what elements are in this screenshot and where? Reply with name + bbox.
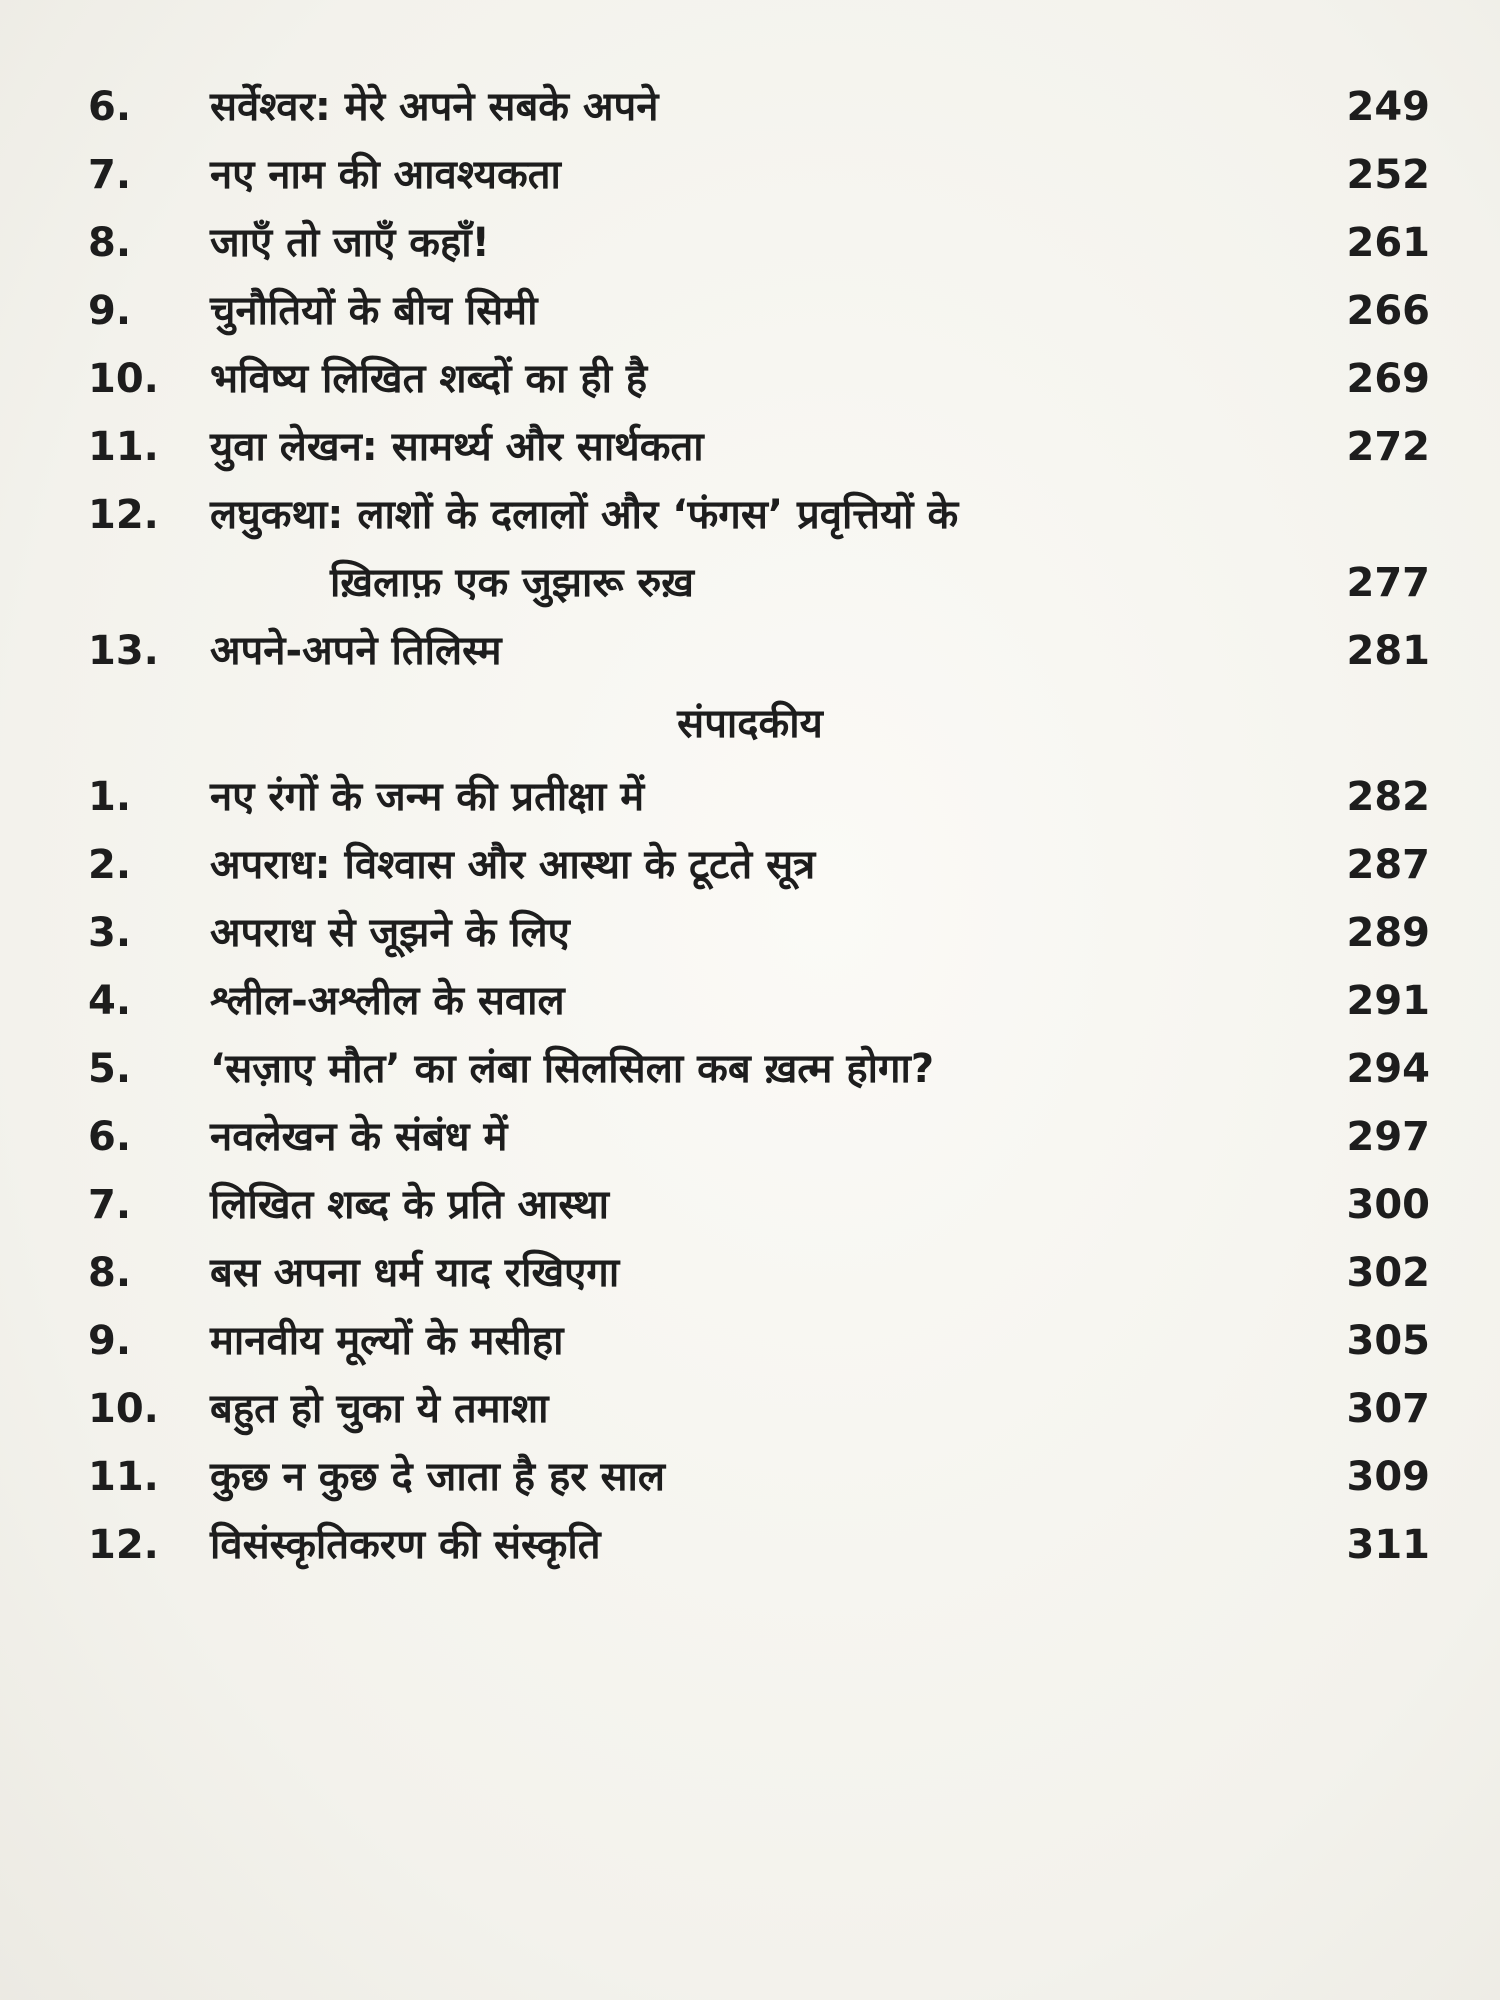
toc-entry xyxy=(0,483,1500,547)
toc-entry xyxy=(0,1241,1500,1305)
entry-number: 12. xyxy=(88,1522,159,1568)
entry-page: 311 xyxy=(1346,1522,1430,1568)
entry-number: 9. xyxy=(88,1318,132,1364)
toc-entry xyxy=(0,1445,1500,1509)
entry-page: 289 xyxy=(1346,910,1430,956)
entry-number: 10. xyxy=(88,356,159,402)
entry-page: 261 xyxy=(1346,220,1430,266)
entry-title: जाएँ तो जाएँ कहाँ! xyxy=(210,220,490,266)
entry-title: सर्वेश्वर: मेरे अपने सबके अपने xyxy=(210,84,659,130)
toc-entry xyxy=(0,1037,1500,1101)
entry-title: नवलेखन के संबंध में xyxy=(210,1114,508,1160)
toc-entry xyxy=(0,415,1500,479)
entry-page: 282 xyxy=(1346,774,1430,820)
entry-page: 302 xyxy=(1346,1250,1430,1296)
entry-page: 281 xyxy=(1346,628,1430,674)
entry-number: 8. xyxy=(88,1250,132,1296)
entry-title-continuation: ख़िलाफ़ एक जुझारू रुख़ xyxy=(330,560,695,606)
entry-title: युवा लेखन: सामर्थ्य और सार्थकता xyxy=(210,424,704,470)
entry-number: 11. xyxy=(88,1454,159,1500)
entry-number: 6. xyxy=(88,1114,132,1160)
entry-title: अपराध से जूझने के लिए xyxy=(210,910,570,956)
entry-title: कुछ न कुछ दे जाता है हर साल xyxy=(210,1454,666,1500)
toc-entry xyxy=(0,1377,1500,1441)
toc-entry xyxy=(0,279,1500,343)
entry-title: नए नाम की आवश्यकता xyxy=(210,152,561,198)
entry-title: चुनौतियों के बीच सिमी xyxy=(210,288,538,334)
entry-title: विसंस्कृतिकरण की संस्कृति xyxy=(210,1522,601,1568)
entry-page: 252 xyxy=(1346,152,1430,198)
entry-title: अपने-अपने तिलिस्म xyxy=(210,628,502,674)
entry-title: नए रंगों के जन्म की प्रतीक्षा में xyxy=(210,774,645,820)
entry-number: 5. xyxy=(88,1046,132,1092)
toc-entry xyxy=(0,75,1500,139)
entry-title: अपराध: विश्वास और आस्था के टूटते सूत्र xyxy=(210,842,816,888)
entry-number: 13. xyxy=(88,628,159,674)
entry-title: मानवीय मूल्यों के मसीहा xyxy=(210,1318,564,1364)
entry-page: 266 xyxy=(1346,288,1430,334)
entry-title: बस अपना धर्म याद रखिएगा xyxy=(210,1250,620,1296)
toc-entry xyxy=(0,619,1500,683)
entry-number: 7. xyxy=(88,152,132,198)
toc-entry xyxy=(0,211,1500,275)
toc-entry xyxy=(0,1513,1500,1577)
entry-page: 269 xyxy=(1346,356,1430,402)
entry-number: 12. xyxy=(88,492,159,538)
toc-entry xyxy=(0,1105,1500,1169)
entry-number: 11. xyxy=(88,424,159,470)
toc-entry xyxy=(0,1173,1500,1237)
entry-page: 249 xyxy=(1346,84,1430,130)
entry-number: 4. xyxy=(88,978,132,1024)
entry-title: भविष्य लिखित शब्दों का ही है xyxy=(210,356,648,402)
entry-number: 3. xyxy=(88,910,132,956)
toc-entry xyxy=(0,1309,1500,1373)
entry-title: ‘सज़ाए मौत’ का लंबा सिलसिला कब ख़त्म होगा? xyxy=(210,1046,935,1092)
toc-entry xyxy=(0,969,1500,1033)
entry-title: लघुकथा: लाशों के दलालों और ‘फंगस’ प्रवृत्तियों के xyxy=(210,492,959,538)
entry-number: 10. xyxy=(88,1386,159,1432)
toc-entry xyxy=(0,901,1500,965)
toc-entry xyxy=(0,347,1500,411)
toc-entry-continuation xyxy=(0,551,1500,615)
entry-page: 277 xyxy=(1346,560,1430,606)
entry-page: 287 xyxy=(1346,842,1430,888)
entry-number: 9. xyxy=(88,288,132,334)
section-heading: संपादकीय xyxy=(677,701,823,747)
toc-entry xyxy=(0,833,1500,897)
entry-title: बहुत हो चुका ये तमाशा xyxy=(210,1386,549,1432)
entry-page: 307 xyxy=(1346,1386,1430,1432)
toc-entry xyxy=(0,143,1500,207)
entry-page: 297 xyxy=(1346,1114,1430,1160)
entry-title: लिखित शब्द के प्रति आस्था xyxy=(210,1182,610,1228)
entry-page: 300 xyxy=(1346,1182,1430,1228)
entry-number: 1. xyxy=(88,774,132,820)
entry-page: 291 xyxy=(1346,978,1430,1024)
entry-page: 272 xyxy=(1346,424,1430,470)
entry-page: 294 xyxy=(1346,1046,1430,1092)
toc-entry xyxy=(0,765,1500,829)
entry-page: 309 xyxy=(1346,1454,1430,1500)
entry-number: 2. xyxy=(88,842,132,888)
entry-number: 6. xyxy=(88,84,132,130)
entry-number: 8. xyxy=(88,220,132,266)
entry-page: 305 xyxy=(1346,1318,1430,1364)
entry-title: श्लील-अश्लील के सवाल xyxy=(210,978,565,1024)
entry-number: 7. xyxy=(88,1182,132,1228)
